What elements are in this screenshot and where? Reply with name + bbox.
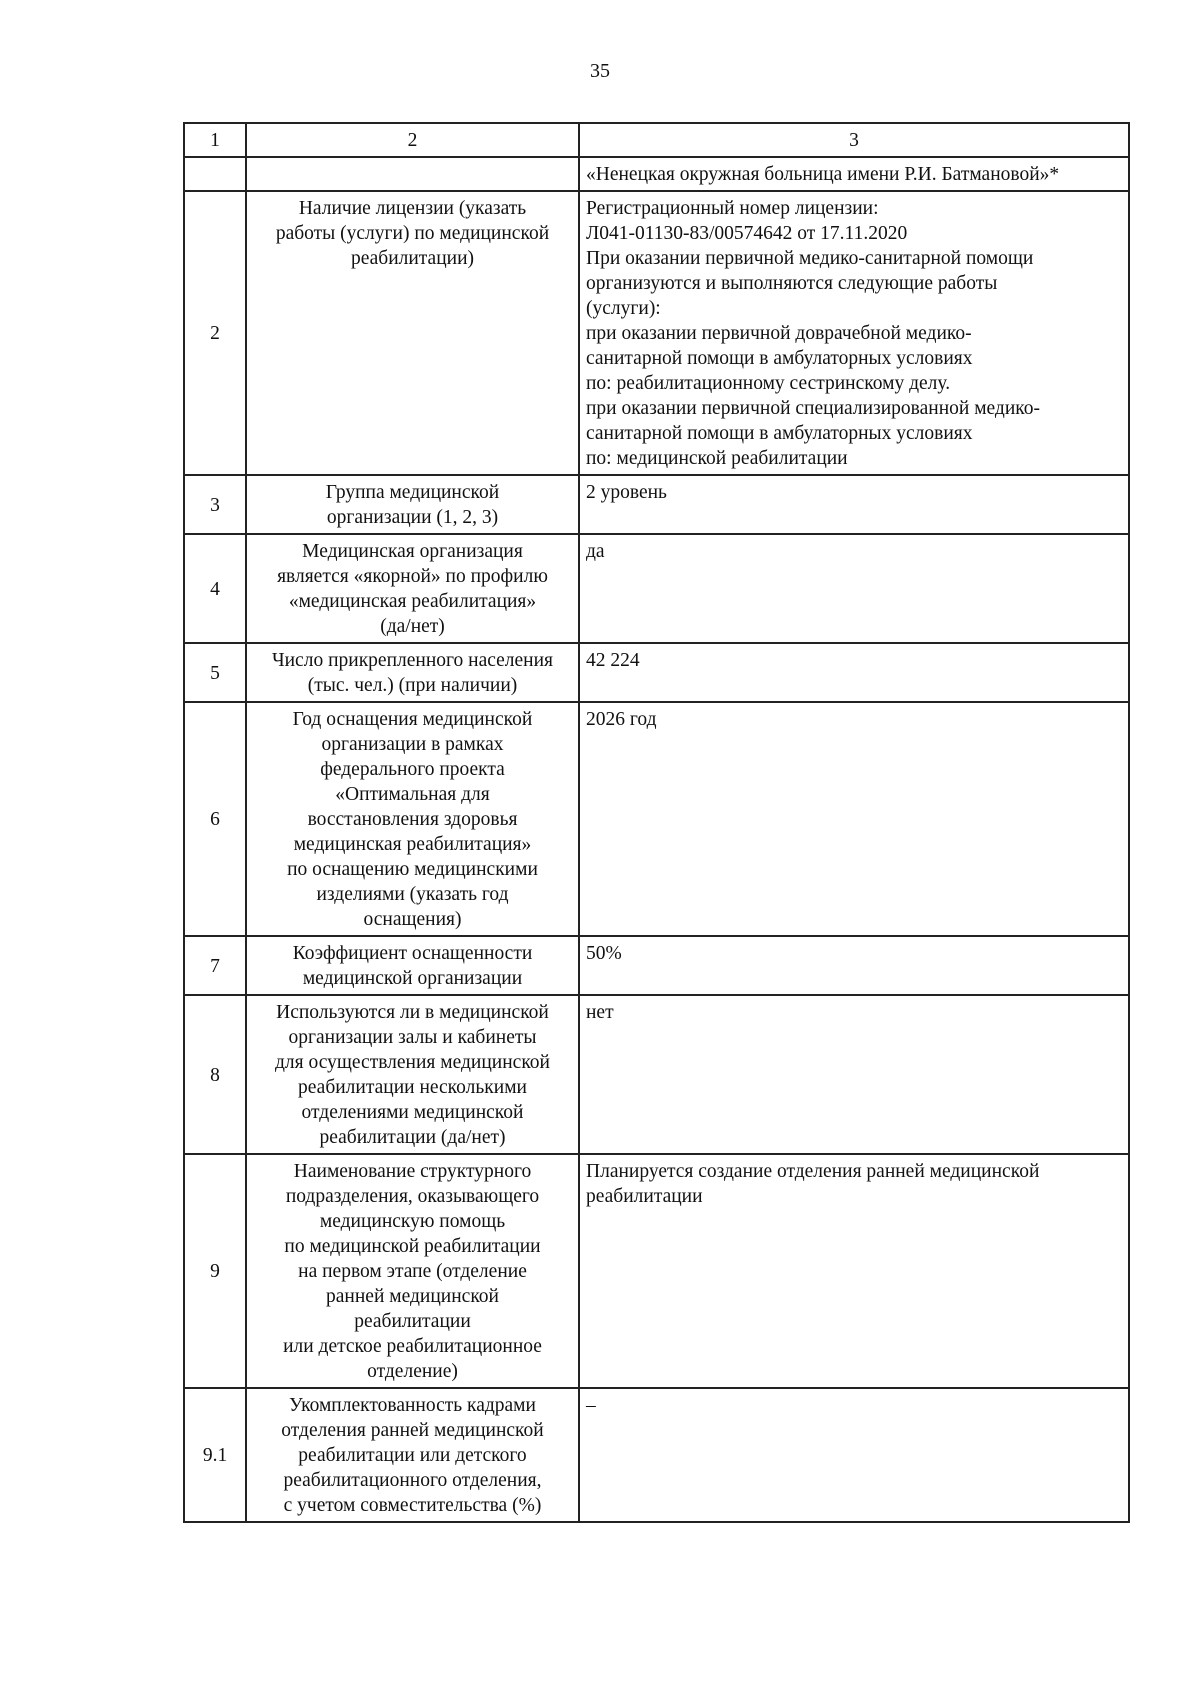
row-label-line: Укомплектованность кадрами [289,1395,536,1416]
row-label-line: (да/нет) [380,616,445,637]
row-value-cell [579,643,1129,702]
page-number: 35 [590,60,610,82]
row-label-line: организации в рамках [321,734,504,755]
org-name-row [184,157,1129,191]
table-row [184,1154,1129,1388]
row-number-cell: 9.1 [184,1388,246,1522]
row-value-line: по: медицинской реабилитации [586,448,848,469]
row-value-line: при оказании первичной доврачебной медико- [586,323,972,344]
row-label-line: медицинскую помощь [319,1211,506,1232]
table-row [184,534,1129,643]
row-value-cell [579,191,1129,475]
row-label-line: для осуществления медицинской [275,1052,550,1073]
row-label-line: организации залы и кабинеты [288,1027,537,1048]
row-value-line: При оказании первичной медико-санитарной помощи [586,248,1034,269]
row-label-cell [246,643,579,702]
row-label-line: ранней медицинской [326,1286,499,1307]
row-label-line: реабилитации (да/нет) [319,1127,506,1148]
row-value-line: 50% [586,943,622,964]
row-number-cell: 6 [184,702,246,936]
table-header-row [184,123,1129,157]
row-number-cell: 8 [184,995,246,1154]
row-label-line: Число прикрепленного населения [271,650,554,671]
row-number-cell: 2 [184,191,246,475]
row-value-cell [579,475,1129,534]
row-label-cell [246,702,579,936]
row-value-line: организуются и выполняются следующие работы [586,273,998,294]
table-row [184,936,1129,995]
row-label-line: Медицинская организация [302,541,523,562]
row-value-line: реабилитации [586,1186,703,1207]
org-name-empty-cell-1 [184,157,246,191]
row-value-line: 2 уровень [586,482,667,503]
row-label-cell [246,936,579,995]
org-name-cell: «Ненецкая окружная больница имени Р.И. Батмановой»* [579,157,1129,191]
row-label-line: изделиями (указать год [316,884,509,905]
table-row [184,643,1129,702]
row-label-cell [246,1388,579,1522]
table-row [184,191,1129,475]
row-label-line: отделение) [367,1361,458,1382]
row-value-line: при оказании первичной специализированной медико- [586,398,1041,419]
header-cell-3: 3 [579,123,1129,157]
row-label-line: реабилитации несколькими [298,1077,527,1098]
table-row [184,702,1129,936]
row-number-cell: 3 [184,475,246,534]
header-cell-1: 1 [184,123,246,157]
row-value-line: Планируется создание отделения ранней медицинской [586,1161,1040,1182]
row-label-cell [246,191,579,475]
row-value-line: санитарной помощи в амбулаторных условиях [586,348,973,369]
row-label-line: оснащения) [363,909,462,930]
row-value-line: (услуги): [586,298,661,319]
row-value-line: – [586,1395,596,1416]
table-row [184,995,1129,1154]
row-value-line: Л041-01130-83/00574642 от 17.11.2020 [586,223,908,244]
row-label-cell [246,995,579,1154]
row-value-cell [579,702,1129,936]
row-label-line: Группа медицинской [325,482,500,503]
row-value-line: по: реабилитационному сестринскому делу. [586,373,951,394]
row-value-cell [579,936,1129,995]
row-label-line: «Оптимальная для [335,784,490,805]
row-number-cell: 7 [184,936,246,995]
row-label-line: федерального проекта [320,759,505,780]
row-label-line: Наименование структурного [293,1161,532,1182]
row-label-line: восстановления здоровья [307,809,518,830]
row-label-line: работы (услуги) по медицинской [275,223,550,244]
row-label-line: реабилитации) [350,248,475,269]
table-row [184,475,1129,534]
row-label-line: реабилитации или детского [298,1445,527,1466]
row-label-line: реабилитации [354,1311,471,1332]
row-label-line: медицинская реабилитация» [293,834,532,855]
row-label-line: «медицинская реабилитация» [288,591,537,612]
row-label-line: по оснащению медицинскими [287,859,538,880]
row-label-line: является «якорной» по профилю [277,566,548,587]
row-value-line: Регистрационный номер лицензии: [586,198,879,219]
row-label-line: Наличие лицензии (указать [298,198,527,219]
row-label-cell [246,475,579,534]
row-label-line: организации (1, 2, 3) [326,507,499,528]
header-cell-2: 2 [246,123,579,157]
row-value-cell [579,1388,1129,1522]
row-value-line: да [586,541,605,562]
row-label-line: (тыс. чел.) (при наличии) [307,675,518,696]
row-label-line: отделения ранней медицинской [281,1420,544,1441]
row-value-line: 42 224 [586,650,640,671]
row-label-line: Год оснащения медицинской [292,709,533,730]
row-label-line: Коэффициент оснащенности [292,943,533,964]
row-label-line: реабилитационного отделения, [283,1470,542,1491]
row-value-cell [579,995,1129,1154]
row-label-line: по медицинской реабилитации [284,1236,541,1257]
row-label-cell [246,534,579,643]
row-value-line: нет [586,1002,614,1023]
document-table [183,122,1130,1523]
row-label-line: или детское реабилитационное [283,1336,542,1357]
row-label-line: подразделения, оказывающего [285,1186,540,1207]
row-number-cell: 4 [184,534,246,643]
row-value-cell [579,1154,1129,1388]
row-label-cell [246,1154,579,1388]
row-label-line: отделениями медицинской [301,1102,524,1123]
table-row [184,1388,1129,1522]
row-value-line: санитарной помощи в амбулаторных условиях [586,423,973,444]
row-value-line: 2026 год [586,709,657,730]
row-label-line: медицинской организации [302,968,523,989]
row-value-cell [579,534,1129,643]
row-label-line: Используются ли в медицинской [276,1002,549,1023]
org-name-empty-cell-2 [246,157,579,191]
row-number-cell: 9 [184,1154,246,1388]
row-label-line: на первом этапе (отделение [298,1261,527,1282]
row-number-cell: 5 [184,643,246,702]
row-label-line: с учетом совместительства (%) [283,1495,542,1516]
